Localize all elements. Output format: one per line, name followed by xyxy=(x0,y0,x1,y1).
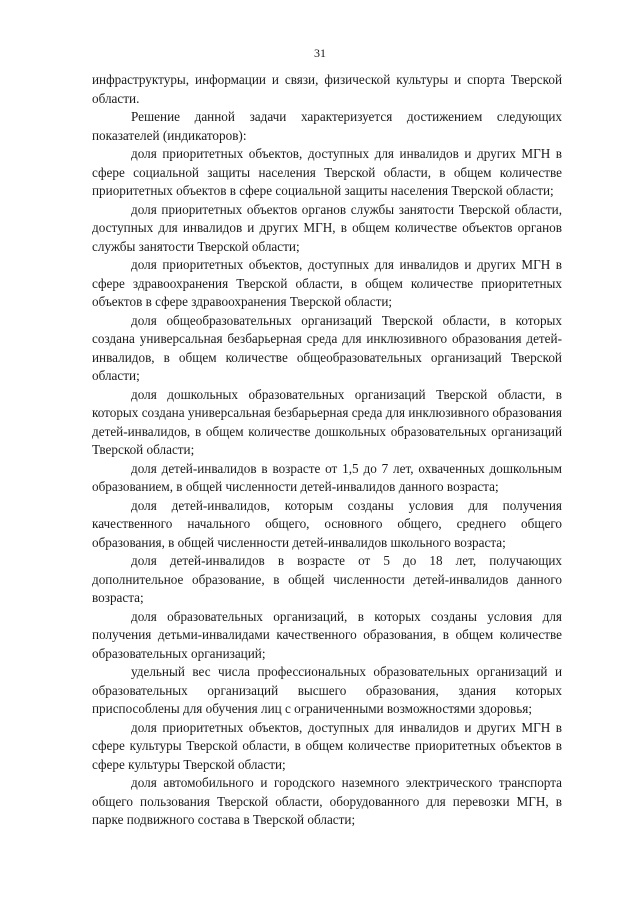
paragraph: доля детей-инвалидов в возрасте от 1,5 до 7 лет, охваченных дошкольным образованием, в общей численности детей-инвалидов данного возраста; xyxy=(92,460,562,494)
paragraph: доля дошкольных образовательных организаций Тверской области, в которых создана универсальная безбарьерная среда для инклюзивного образования детей-инвалидов, в общем количестве дошкольных образовательных организаций Тверской области; xyxy=(92,386,562,457)
paragraph: доля общеобразовательных организаций Тверской области, в которых создана универсальная безбарьерная среда для инклюзивного образования детей-инвалидов, в общем количестве общеобразовательных организаций Тверской области; xyxy=(92,312,562,383)
page-number: 31 xyxy=(314,46,326,60)
paragraph: доля автомобильного и городского наземного электрического транспорта общего пользования Тверской области, оборудованного для перевозки МГН, в парке подвижного состава в Тверской области; xyxy=(92,775,562,827)
paragraph: доля детей-инвалидов в возрасте от 5 до 18 лет, получающих дополнительное образование, в общей численности детей-инвалидов данного возраста; xyxy=(92,553,562,605)
body-text xyxy=(92,71,562,830)
paragraph: доля детей-инвалидов, которым созданы условия для получения качественного начального общего, основного общего, среднего общего образования, в общей численности детей-инвалидов школьного возраста; xyxy=(92,497,562,550)
paragraph: удельный вес числа профессиональных образовательных организаций и образовательных организаций высшего образования, здания которых приспособлены для обучения лиц с ограниченными возможностями здоровья; xyxy=(92,664,562,716)
paragraph: Решение данной задачи характеризуется достижением следующих показателей (индикаторов): xyxy=(92,109,562,143)
paragraph: доля образовательных организаций, в которых созданы условия для получения детьми-инвалидами качественного образования, в общем количестве образовательных организаций; xyxy=(92,608,562,661)
paragraph: доля приоритетных объектов, доступных для инвалидов и других МГН в сфере социальной защиты населения Тверской области, в общем количестве приоритетных объектов в сфере социальной защиты населения Тверской области; xyxy=(92,146,562,198)
paragraph: инфраструктуры, информации и связи, физической культуры и спорта Тверской области. xyxy=(92,72,562,106)
paragraph: доля приоритетных объектов, доступных для инвалидов и других МГН в сфере культуры Тверской области, в общем количестве приоритетных объектов в сфере культуры Тверской области; xyxy=(92,719,562,772)
paragraph: доля приоритетных объектов органов службы занятости Тверской области, доступных для инвалидов и других МГН, в общем количестве объектов органов службы занятости Тверской области; xyxy=(92,201,562,254)
paragraph: доля приоритетных объектов, доступных для инвалидов и других МГН в сфере здравоохранения Тверской области, в общем количестве приоритетных объектов в сфере здравоохранения Тверской области; xyxy=(92,257,562,309)
